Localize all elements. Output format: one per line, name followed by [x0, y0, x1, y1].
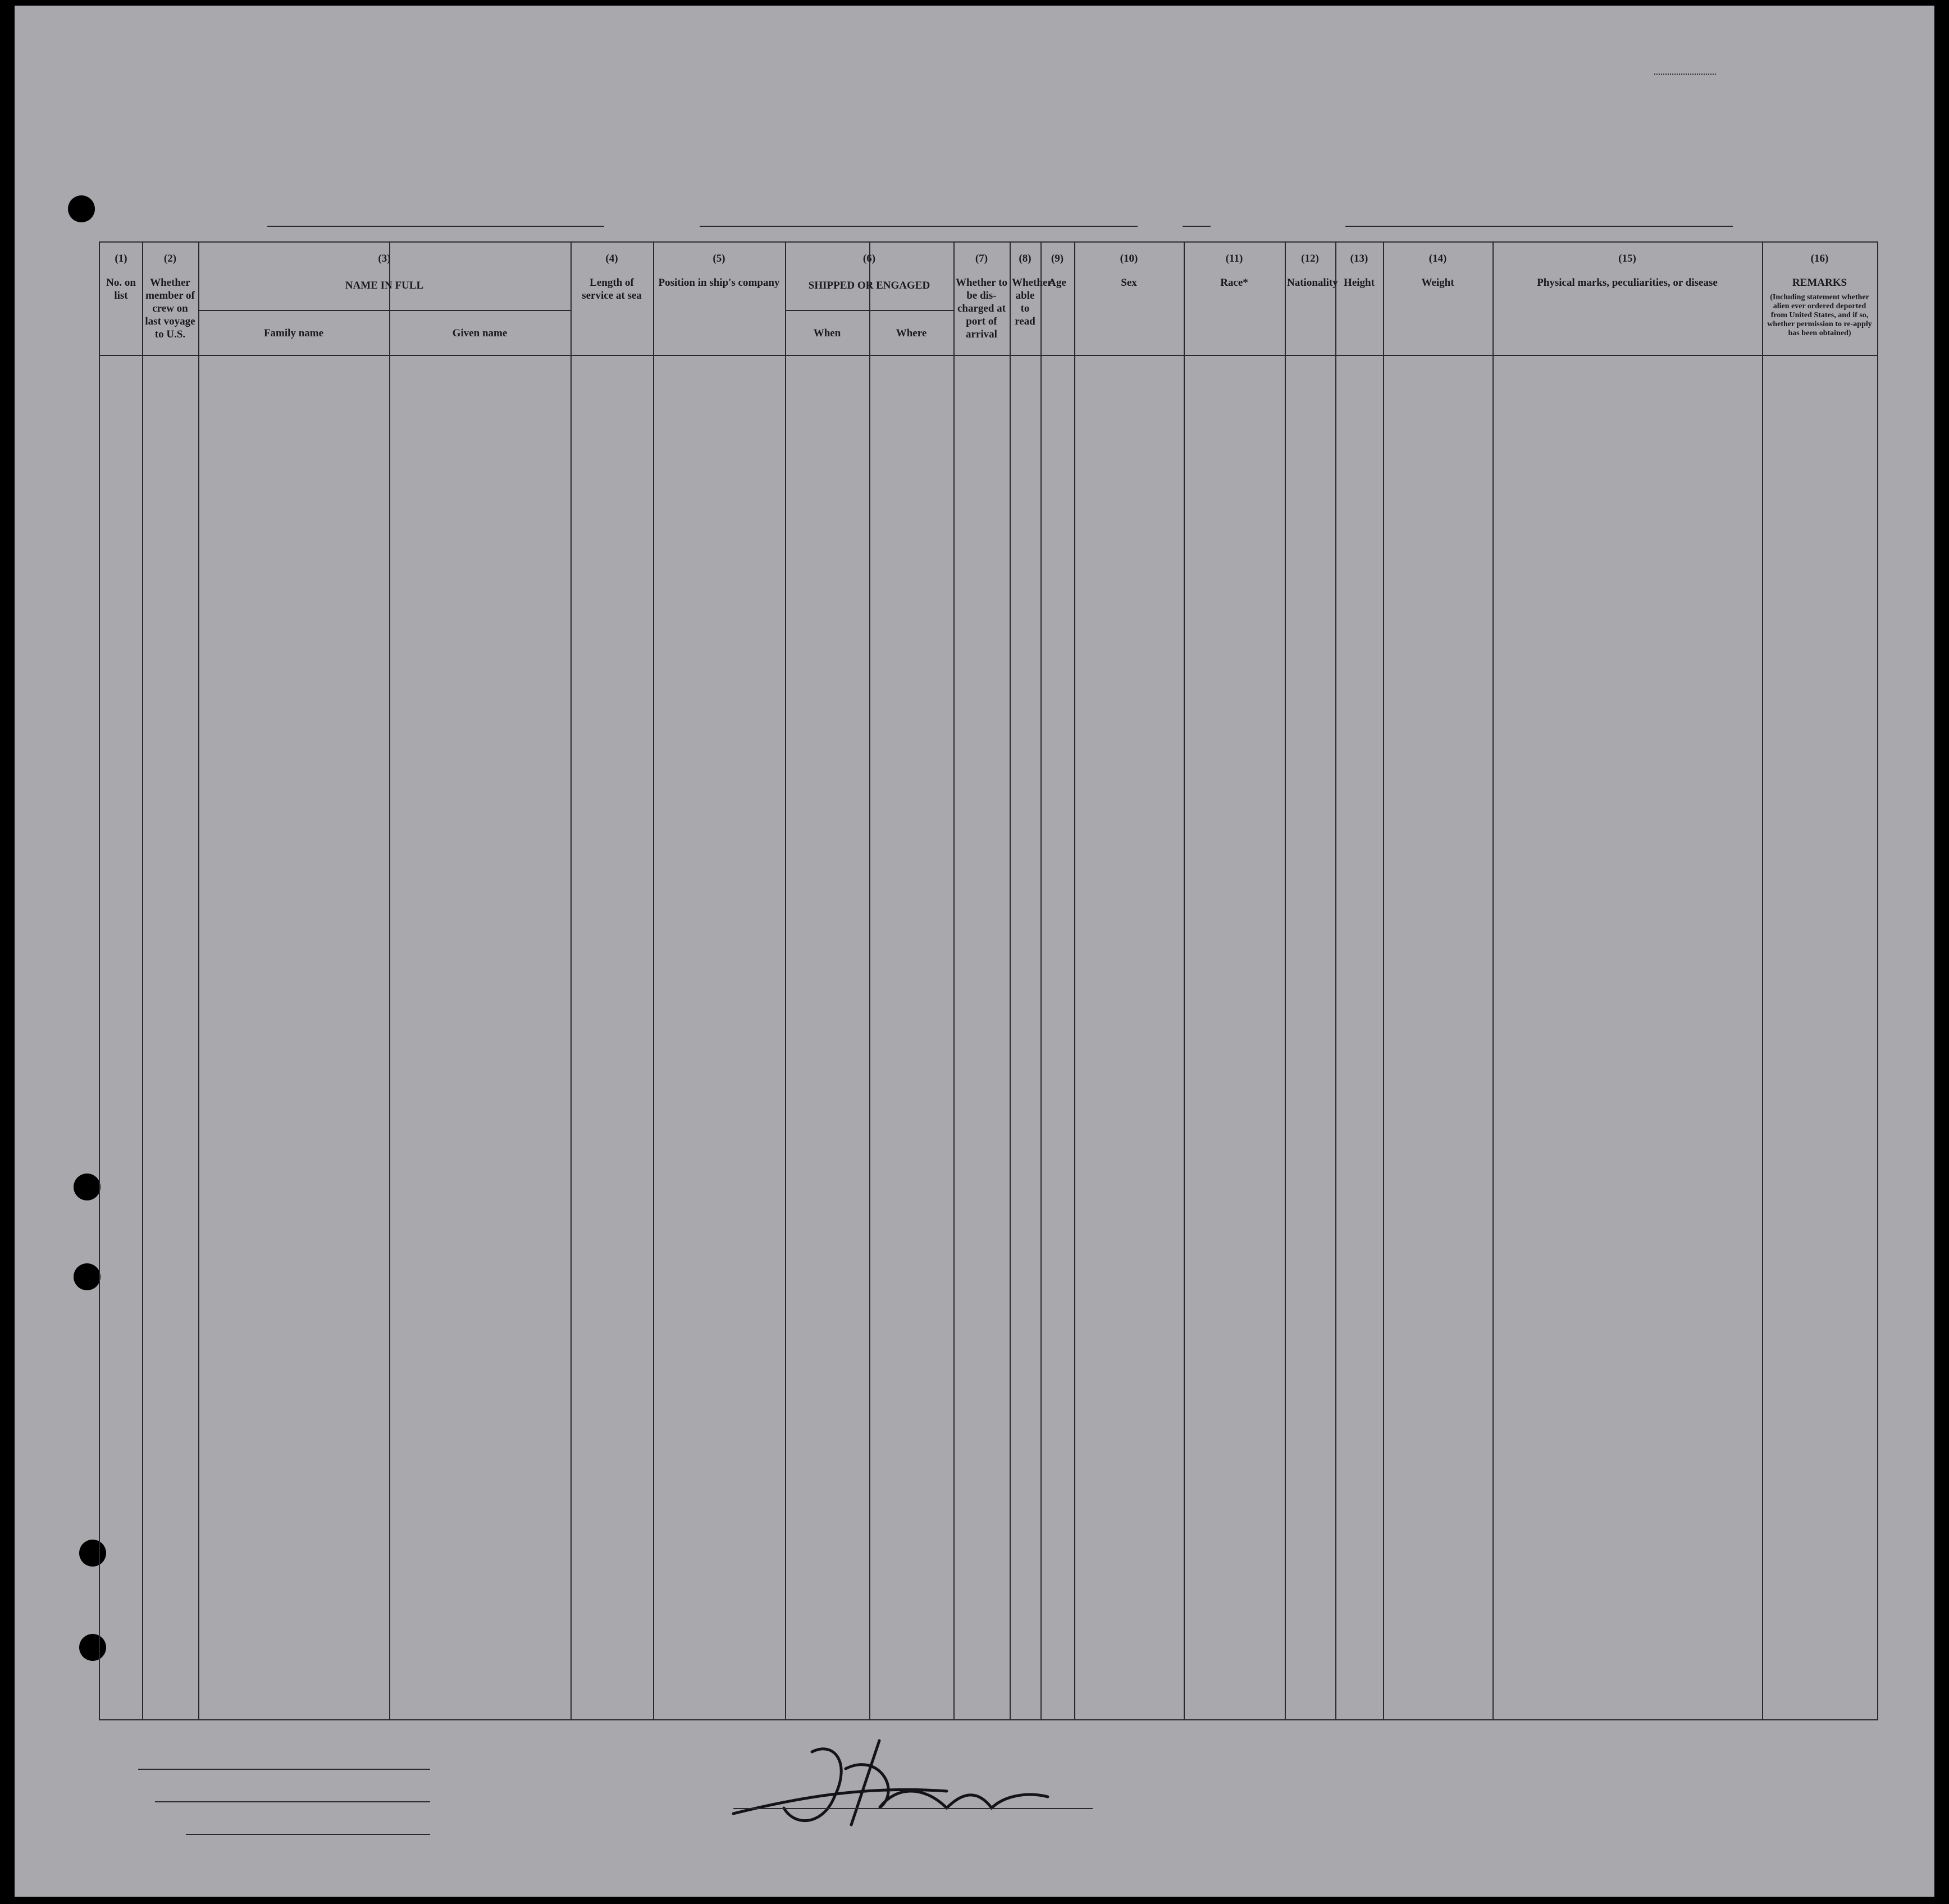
column-number: (13) [1350, 253, 1368, 264]
column-header: REMARKS [1792, 277, 1847, 289]
column-header: Nationality [1287, 277, 1338, 289]
column-header: Race* [1220, 277, 1248, 289]
vessel-line [206, 191, 1733, 230]
manifest-sheet [15, 6, 1934, 1897]
column-header: Sex [1121, 277, 1137, 289]
sheet-number [1654, 62, 1716, 79]
column-number: (8) [1019, 253, 1031, 264]
column-header: NAME IN FULL [345, 280, 424, 291]
column-header: Whether able to read [1012, 277, 1052, 327]
column-header: Age [1048, 277, 1066, 289]
column-number: (15) [1618, 253, 1636, 264]
column-number: (11) [1225, 253, 1243, 264]
column-number: (16) [1810, 253, 1829, 264]
inspector-signature [711, 1729, 1070, 1842]
binder-hole [68, 195, 95, 222]
binder-hole [74, 1174, 101, 1200]
column-header: Position in ship's company [658, 277, 780, 289]
column-header: Physical marks, peculiarities, or disease [1537, 277, 1718, 289]
binder-hole [74, 1263, 101, 1290]
column-number: (10) [1120, 253, 1138, 264]
column-header: Whether to be dis-charged at port of arrival [956, 277, 1007, 340]
sheet-number-value [1654, 74, 1716, 75]
crew-manifest-table [99, 241, 1878, 1720]
column-subheader: When [813, 327, 841, 339]
column-number: (4) [605, 253, 618, 264]
column-header: Length of service at sea [582, 277, 642, 302]
column-number: (5) [713, 253, 725, 264]
column-number: (14) [1428, 253, 1447, 264]
column-subheader: Family name [263, 327, 324, 339]
column-header: Height [1344, 277, 1375, 289]
column-number: (2) [163, 253, 177, 264]
column-number: (3) [378, 253, 391, 264]
column-number: (12) [1301, 253, 1319, 264]
column-header: SHIPPED OR ENGAGED [808, 280, 930, 291]
column-header: No. on list [106, 277, 136, 302]
column-number: (1) [115, 253, 127, 264]
column-number: (7) [975, 253, 988, 264]
column-subheader: Where [896, 327, 927, 339]
column-subheader: Given name [452, 327, 508, 339]
column-header: Weight [1421, 277, 1454, 289]
column-header: Whether member of crew on last voyage to U.S. [145, 277, 195, 340]
column-header-note: (Including statement whether alien ever ordered deported from United States, and if so, whether permission to re-apply has been obtained) [1767, 293, 1872, 337]
manifest-footer [15, 1713, 1934, 1898]
column-number: (6) [862, 253, 876, 264]
column-number: (9) [1051, 253, 1064, 264]
